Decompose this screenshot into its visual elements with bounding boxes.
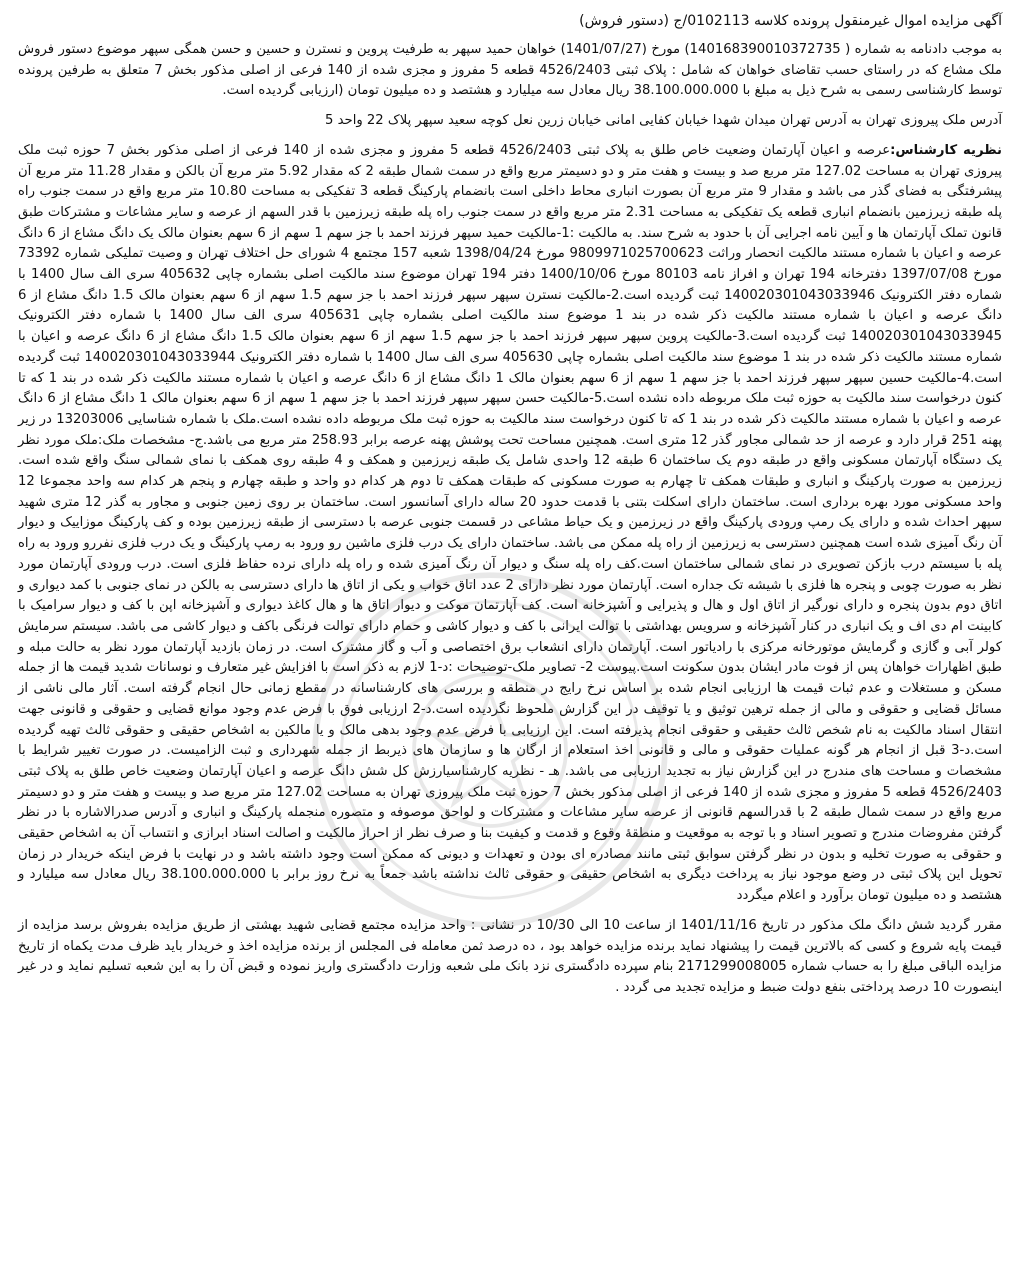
expert-opinion-label: نظریه کارشناس: xyxy=(890,142,1002,158)
notice-title: آگهی مزایده اموال غیرمنقول پرونده کلاسه 0102113/ج (دستور فروش) xyxy=(579,13,1002,29)
address-paragraph: آدرس ملک پیروزی تهران به آدرس تهران میدان شهدا خیابان کفایی امانی خیابان زرین نعل کوچه سعید سپهر پلاک 22 واحد 5 xyxy=(325,113,1002,129)
auction-terms-paragraph: مقرر گردید شش دانگ ملک مذکور در تاریخ 1401/11/16 از ساعت 10 الی 10/30 در نشانی : واحد مزایده مجتمع قضایی شهید بهشتی از طریق مزایده بفروش برسد مزایده از قیمت پایه شروع و کسی که بالاترین قیمت را پیشنهاد نماید برنده مزایده خواهد بود ، ده درصد ثمن معامله فی المجلس از برنده مزایده اخذ و خریدار باید ظرف مدت یکماه از تاریخ مزایده الباقی مبلغ را به حساب شماره 2171299008005 بنام سپرده دادگستری نزد بانک ملی شعبه وزارت دادگستری واریز نموده و قبض آن را به این شعبه تسلیم نماید و در غیر اینصورت 10 درصد پرداختی بنفع دولت ضبط و مزایده تجدید می گردد . xyxy=(18,917,1003,995)
expert-opinion-text: عرصه و اعیان آپارتمان وضعیت خاص طلق به پلاک ثبتی 4526/2403 قطعه 5 مفروز و مجزی شده از 140 فرعی از اصلی مذکور بخش 7 حوزه ثبت ملک پیروزی تهران به مساحت 127.02 متر مربع صد و بیست و هفت متر و دو دسیمتر مربع واقع در سمت شمال طبقه 2 که مقدار 5.92 متر مربع آن بالکن و مقدار 11.28 متر مربع آن پیشرفتگی به فضای گذر می باشد و مقدار 9 متر مربع آن بصورت انباری محاط داخلی است بانضمام پارکینگ قطعه 3 تفکیکی به مساحت 10.80 متر مربع واقع در سمت جنوب راه پله طبقه زیرزمین بانضمام انباری قطعه یک تفکیکی به مساحت 2.31 متر مربع واقع در سمت جنوب راه پله طبقه زیرزمین با قدر السهم از عرصه و سایر مشاعات و مشترکات طبق قانون تملک آپارتمان ها و آیین نامه اجرایی آن با حدود به شرح سند. به مالکیت :1-مالکیت حمید سپهر فرزند احمد با جز سهم 1 سهم از 6 سهم بعنوان مالک یک دانگ مشاع از 6 دانگ عرصه و اعیان با شماره مستند مالکیت انحصار وراثت 9809971025700623 مورخ 1398/04/24 شعبه 157 مجتمع 4 شورای حل اختلاف تهران و وصیت تملیکی شماره 73392 مورخ 1397/07/08 دفترخانه 194 تهران و افراز نامه 80103 مورخ 1400/10/06 دفتر 194 تهران موضوع سند مالکیت اصلی بشماره چاپی 405632 سری الف سال 1400 با شماره دفتر الکترونیک 140020301043033946 ثبت گردیده است.2-مالکیت نسترن سپهر سپهر فرزند احمد با جز سهم 1.5 سهم از 6 سهم بعنوان مالک 1.5 دانگ مشاع از 6 دانگ عرصه و اعیان با شماره مستند مالکیت ذکر شده در بند 1 موضوع سند مالکیت اصلی بشماره چاپی 405631 سری الف سال 1400 با شماره دفتر الکترونیک 140020301043033945 ثبت گردیده است.3-مالکیت پروین سپهر سپهر فرزند احمد با جز سهم 1.5 سهم از 6 سهم بعنوان مالک 1.5 دانگ مشاع از 6 دانگ عرصه و اعیان با شماره مستند مالکیت ذکر شده در بند 1 موضوع سند مالکیت اصلی بشماره چاپی 405630 سری الف سال 1400 با شماره دفتر الکترونیک 140020301043033944 ثبت گردیده است.4-مالکیت حسین سپهر سپهر فرزند احمد با جز سهم 1 سهم از 6 سهم بعنوان مالک 1 دانگ مشاع از 6 دانگ عرصه و اعیان با شماره مستند مالکیت ذکر شده در بند 1 که تا کنون درخواست سند مالکیت به حوزه ثبت ملک مربوطه داده نشده است.5-مالکیت حسن سپهر سپهر فرزند احمد با جز سهم 1 سهم از 6 سهم بعنوان مالک 1 دانگ مشاع از 6 دانگ عرصه و اعیان با شماره مستند مالکیت ذکر شده در بند 1 که تا کنون درخواست سند مالکیت به حوزه ثبت ملک مربوطه داده نشده است.ملک با شماره شناسایی 13203006 در زیر پهنه 251 قرار دارد و عرصه از حد شمالی مجاور گذر 12 متری است. همچنین مساحت تحت پوشش پهنه عرصه برابر 258.93 متر مربع می باشد.ج- مشخصات ملک:ملک مورد نظر یک دستگاه آپارتمان مسکونی واقع در طبقه دوم یک ساختمان 6 طبقه 12 واحدی شامل یک طبقه زیرزمین و همکف و 4 طبقه روی همکف با نمای شمالی سنگ واقع شده است. زیرزمین به صورت پارکینگ و انباری و طبقات همکف تا چهارم به صورت مسکونی که طبقات همکف تا دوم هر کدام دو واحد و طبقه چهارم و پنجم هر کدام سه واحد مجموعا 12 واحد مسکونی مورد بهره برداری است. ساختمان دارای اسکلت بتنی با قدمت حدود 20 ساله دارای آسانسور است. ساختمان بر روی زمین جنوبی و مجاور به گذر 12 متری شهید سپهر احداث شده و دارای یک رمپ ورودی پارکینگ واقع در زیرزمین و یک حیاط مشاعی در قسمت جنوبی عرصه با دسترسی از طبقه زیرزمین بوده و کف پارکینگ موزاییک و دیوار آن رنگ آمیزی شده است همچنین دسترسی به زیرزمین از راه پله ممکن می باشد. ساختمان دارای یک درب فلزی ماشین رو ورود به رمپ پارکینگ و یک درب فلزی نفررو ورود به راه پله با سیستم درب بازکن تصویری در نمای شمالی ساختمان است.کف راه پله سنگ و دیوار آن رنگ آمیزی شده و راه پله دارای نرده حفاظ فلزی است. درب ورودی آپارتمان مورد نظر به صورت چوبی و پنجره ها فلزی با شیشه تک جداره است. آپارتمان مورد نظر دارای 2 عدد اتاق خواب و یکی از اتاق ها دارای دسترسی به بالکن در نمای جنوبی با کمد دیواری و اتاق دوم بدون پنجره و دارای نورگیر از اتاق اول و هال و پذیرایی و آشپزخانه است. کف آپارتمان موکت و دیوار اتاق ها و هال کاغذ دیواری و آشپزخانه اپن با کف و دیوار سرامیک با کابینت ام دی اف و یک انباری در کنار آشپزخانه و سرویس بهداشتی با توالت ایرانی با کف و دیوار کاشی و حمام دارای توالت فرنگی باکف و دیوار کاشی می باشد. سیستم سرمایش کولر آبی و گازی و گرمایش موتورخانه مرکزی با رادیاتور است. آپارتمان دارای انشعاب برق اختصاصی و آب و گاز مشترک است. در زمان بازدید آپارتمان مورد نظر به حالت مبله و طبق اظهارات خواهان پس از فوت مادر ایشان بدون سکونت است.پیوست 2- تصاویر ملک-توضیحات :د-1 لازم به ذکر است با افزایش غیر متعارف و نوسانات شدید قیمت ها از جمله مسکن و مستغلات و عدم ثبات قیمت ها ارزیابی انجام شده بر اساس نرخ رایج در منطقه و بررسی های کارشناسانه در مقطع زمانی حال انجام گرفته است. آثار مالی ناشی از مسائل قضایی و حقوقی و مالی از جمله ترهین توثیق و یا توقیف در این گزارش ملحوظ نگردیده است.د-2 ارزیابی فوق با فرض عدم وجود موانع قضایی و حقوقی و قانونی جهت انتقال اسناد مالکیت به نام شخص ثالث حقیقی و حقوقی انجام پذیرفته است. این ارزیابی با فرض عدم وجود بدهی مالک و یا مالکین به اشخاص حقیقی و حقوقی ثالث تهیه گردیده است.د-3 قبل از انجام هر گونه عملیات حقوقی و مالی و قانونی اخذ استعلام از ارگان ها و سازمان های ذیربط از جمله شهرداری و ثبت الزامیست. در صورت تغییر شرایط با مشخصات و مساحت های مندرج در این گزارش نیاز به تجدید ارزیابی می باشد. هـ - نظریه کارشناسیارزش کل شش دانگ عرصه و اعیان آپارتمان وضعیت خاص طلق به پلاک ثبتی 4526/2403 قطعه 5 مفروز و مجزی شده از 140 فرعی از اصلی مذکور بخش 7 حوزه ثبت ملک پیروزی تهران به مساحت 127.02 متر مربع صد و بیست و هفت متر و دو دسیمتر مربع واقع در سمت شمال طبقه 2 با قدرالسهم قانونی از عرصه سایر مشاعات و مشترکات و لواحق موصوفه و متصوره منجمله پارکینگ و انباری و آدرس صدرالاشاره با در نظر گرفتن مفروضات مندرج و تصویر اسناد و با توجه به موقعیت و منطقۀ وقوع و قدمت و کیفیت بنا و صرف نظر از احراز مالکیت و اصالت اسناد ابرازی و انتساب آن به اشخاص حقیقی و حقوقی به صورت تخلیه و بدون در نظر گرفتن سوابق ثبتی مانند مصادره ای بودن و تعهدات و دیونی که ممکن است وجود داشته باشد و در نهایت با فرض اینکه خریدار در زمان تحویل این پلاک ثبتی در وضع موجود نیاز به پرداخت دیگری به اشخاص حقیقی و حقوقی ثالث نداشته باشد جمعاً به نرخ روز برابر با 38.100.000.000 ریال معادل سه میلیارد و هشتصد و ده میلیون تومان برآورد و اعلام میگردد xyxy=(18,142,1003,904)
expert-opinion-paragraph xyxy=(18,141,1002,907)
intro-paragraph: به موجب دادنامه به شماره ( 140168390010372735) مورخ (1401/07/27) خواهان حمید سپهر به طرفیت پروین و نسترن و حسین و حسن همگی سپهر موضوع دستور فروش ملک مشاع که در راستای حسب تقاضای خواهان که شامل : پلاک ثبتی 4526/2403 قطعه 5 مفروز و مجزی شده از 140 فرعی از اصلی مذکور بخش 7 متعلق به طرفین پرونده توسط کارشناسی رسمی به شرح ذیل به مبلغ با 38.100.000.000 ریال معادل سه میلیارد و هشتصد و ده میلیون تومان (ارزیابی گردیده است. xyxy=(18,42,1002,99)
